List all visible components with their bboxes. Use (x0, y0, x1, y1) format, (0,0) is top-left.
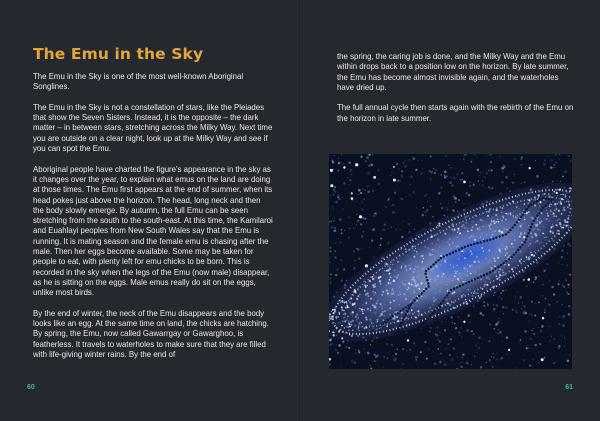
emu-painting-icon (329, 154, 572, 369)
paragraph: The Emu in the Sky is not a constellation of stars, like the Pleiades that show the Seven Sisters. Instead, it is the opposite – the dark matter – in between stars, stretching across the Milky Way. Next time you are outside on a clear night, look up at the Milky Way and see if you can spot the Emu. (33, 102, 273, 154)
left-page (0, 0, 299, 421)
page-title: The Emu in the Sky (33, 45, 204, 63)
left-body-text (33, 72, 273, 360)
page-number-right: 61 (565, 384, 573, 391)
paragraph: Aboriginal people have charted the figure's appearance in the sky as it changes over the year, to explain what emus on the land are doing at those times. The Emu first appears at the end of summer, when its head pokes just above the horizon. The head, long neck and then the body slowly emerge. By autumn, the full Emu can be seen stretching from the south to the south-east. At this time, the Kamilaroi and Euahlayi peoples from New South Wales say that the Emu is running. It is mating season and the female emu is chasing after the male. Then her eggs become available. Some may be taken for people to eat, with plenty left for emu chicks to be born. This is recorded in the sky when the legs of the Emu (now male) disappear, as he is sitting on the eggs. Male emus really do sit on the eggs, unlike most birds. (33, 164, 273, 298)
page-number-left: 60 (27, 384, 35, 391)
paragraph: By the end of winter, the neck of the Emu disappears and the body looks like an egg. At the same time on land, the chicks are hatching. By spring, the Emu, now called Gawarrgay or Gawarghoo, is featherless. It travels to waterholes to make sure that they are filled with life-giving winter rains. By the end of (33, 308, 269, 360)
emu-in-the-sky-artwork (329, 154, 572, 369)
paragraph: The full annual cycle then starts again with the rebirth of the Emu on the horizon in late summer. (337, 103, 574, 123)
right-body-text (337, 52, 577, 124)
paragraph: The Emu in the Sky is one of the most well-known Aboriginal Songlines. (33, 72, 244, 92)
right-page (301, 0, 600, 421)
paragraph: the spring, the caring job is done, and the Milky Way and the Emu within drops back to a position low on the horizon. By late summer, the Emu has become almost invisible again, and the waterholes have dried up. (337, 52, 569, 92)
